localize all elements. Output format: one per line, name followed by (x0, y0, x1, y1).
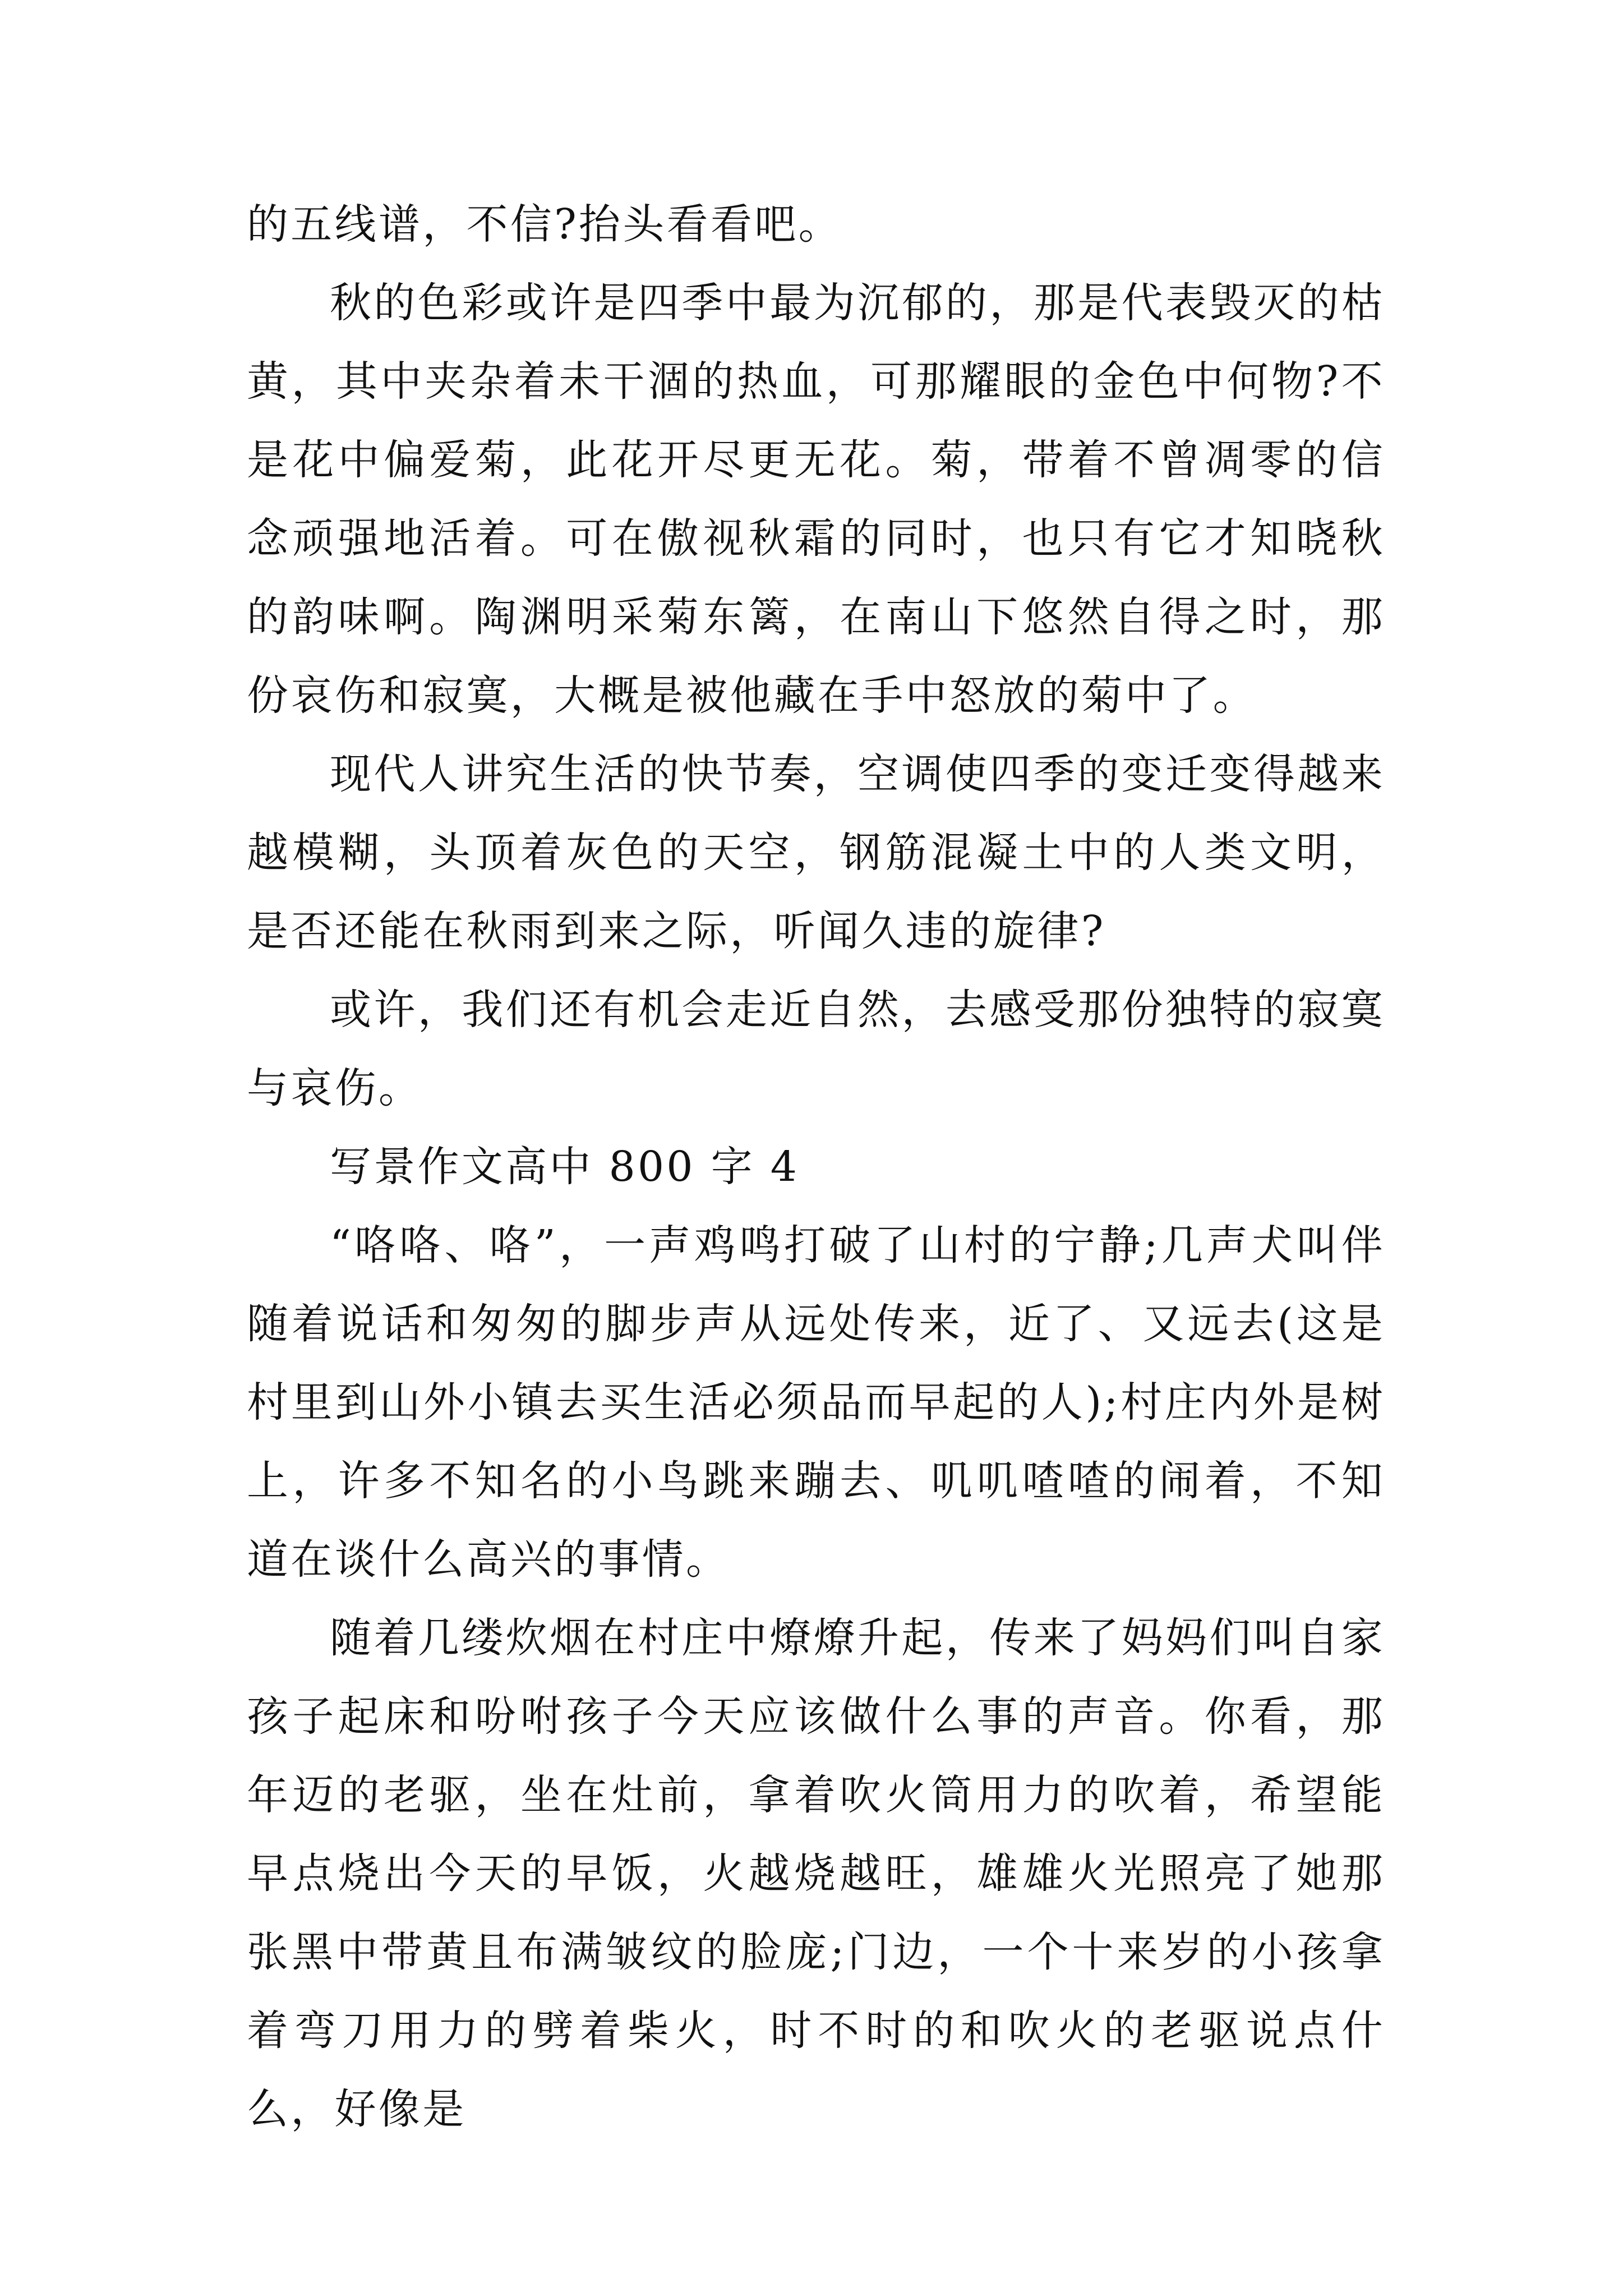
paragraph-cooking-smoke: 随着几缕炊烟在村庄中燎燎升起，传来了妈妈们叫自家孩子起床和吩咐孩子今天应该做什么事的声音。你看，那年迈的老驱，坐在灶前，拿着吹火筒用力的吹着，希望能早点烧出今天的早饭，火越烧越旺，雄雄火光照亮了她那张黑中带黄且布满皱纹的脸庞;门边，一个十来岁的小孩拿着弯刀用力的劈着柴火，时不时的和吹火的老驱说点什么，好像是 (247, 1614, 1385, 2133)
paragraph-modern-life: 现代人讲究生活的快节奏，空调使四季的变迁变得越来越模糊，头顶着灰色的天空，钢筋混凝土中的人类文明，是否还能在秋雨到来之际，听闻久违的旋律? (247, 750, 1385, 955)
paragraph-nature: 或许，我们还有机会走近自然，去感受那份独特的寂寞与哀伤。 (247, 986, 1385, 1112)
paragraph-continuation: 的五线谱，不信?抬头看看吧。 (247, 200, 842, 249)
section-heading: 写景作文高中 800 字 4 (330, 1143, 800, 1191)
paragraph-autumn-colors: 秋的色彩或许是四季中最为沉郁的，那是代表毁灭的枯黄，其中夹杂着未干涸的热血，可那耀眼的金色中何物?不是花中偏爱菊，此花开尽更无花。菊，带着不曾凋零的信念顽强地活着。可在傲视秋霜的同时，也只有它才知晓秋的韵味啊。陶渊明采菊东篱，在南山下悠然自得之时，那份哀伤和寂寞，大概是被他藏在手中怒放的菊中了。 (247, 279, 1385, 720)
paragraph-rooster-crow: “咯咯、咯”，一声鸡鸣打破了山村的宁静;几声犬叫伴随着说话和匆匆的脚步声从远处传来，近了、又远去(这是村里到山外小镇去买生活必须品而早起的人);村庄内外是树上，许多不知名的小鸟跳来蹦去、叽叽喳喳的闹着，不知道在谈什么高兴的事情。 (247, 1221, 1385, 1584)
document-body (247, 185, 1385, 2148)
